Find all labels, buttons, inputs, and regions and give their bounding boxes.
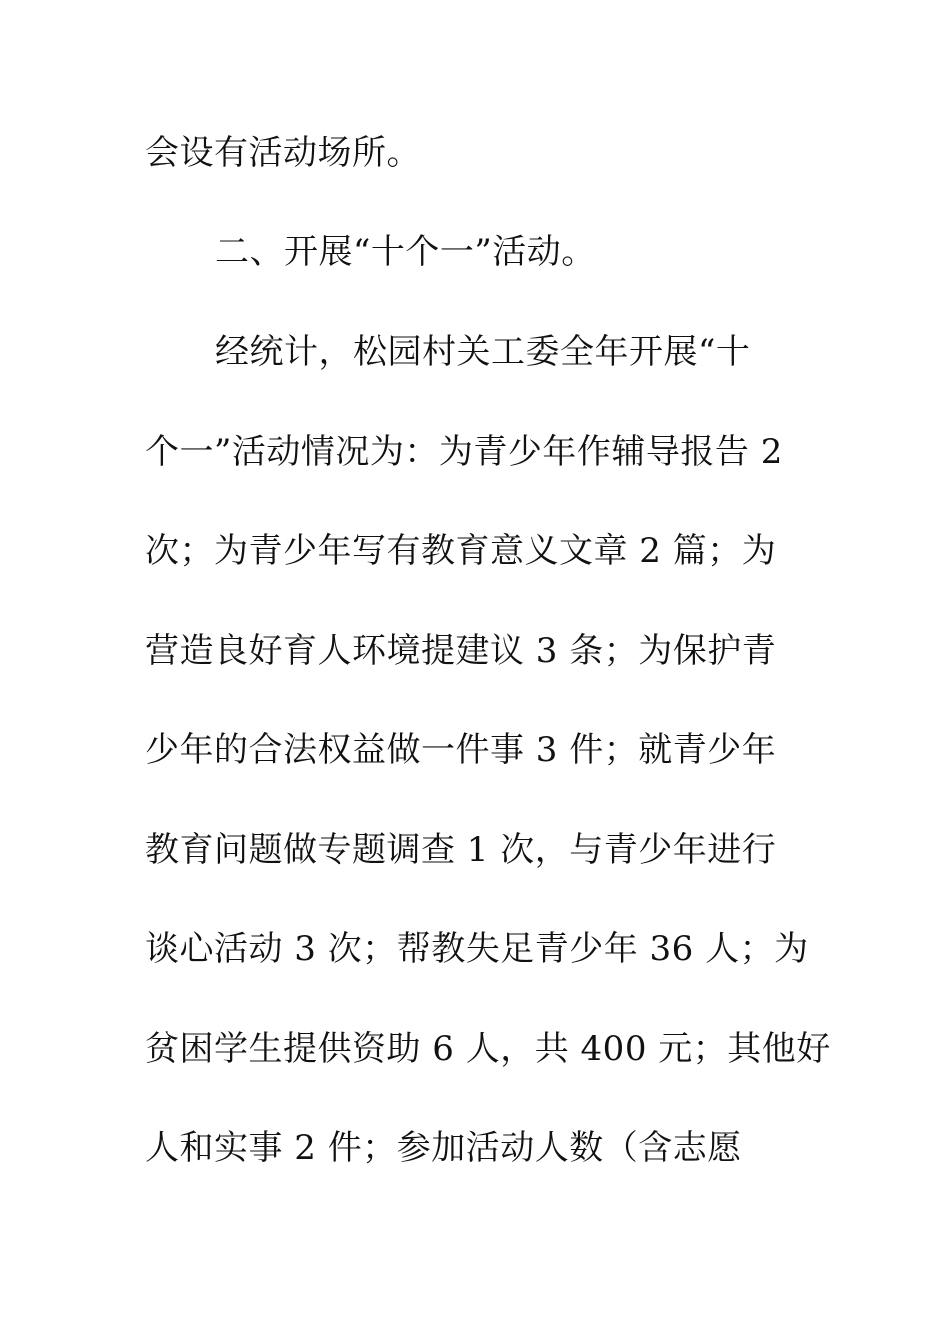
text-line: 教育问题做专题调查 1 次，与青少年进行 bbox=[145, 830, 777, 870]
text-line: 人和实事 2 件；参加活动人数（含志愿 bbox=[145, 1128, 742, 1168]
text-line: 贫困学生提供资助 6 人，共 400 元；其他好 bbox=[145, 1029, 831, 1069]
text-line: 次；为青少年写有教育意义文章 2 篇；为 bbox=[145, 531, 777, 571]
text-line: 少年的合法权益做一件事 3 件；就青少年 bbox=[145, 730, 777, 770]
text-line: 会设有活动场所。 bbox=[145, 133, 421, 173]
text-line: 谈心活动 3 次；帮教失足青少年 36 人；为 bbox=[145, 929, 809, 969]
text-line: 营造良好育人环境提建议 3 条；为保护青 bbox=[145, 631, 777, 671]
text-line: 个一”活动情况为：为青少年作辅导报告 2 bbox=[145, 432, 783, 472]
paragraph-first-line: 经统计，松园村关工委全年开展“十 bbox=[215, 332, 751, 372]
section-heading: 二、开展“十个一”活动。 bbox=[215, 232, 596, 272]
